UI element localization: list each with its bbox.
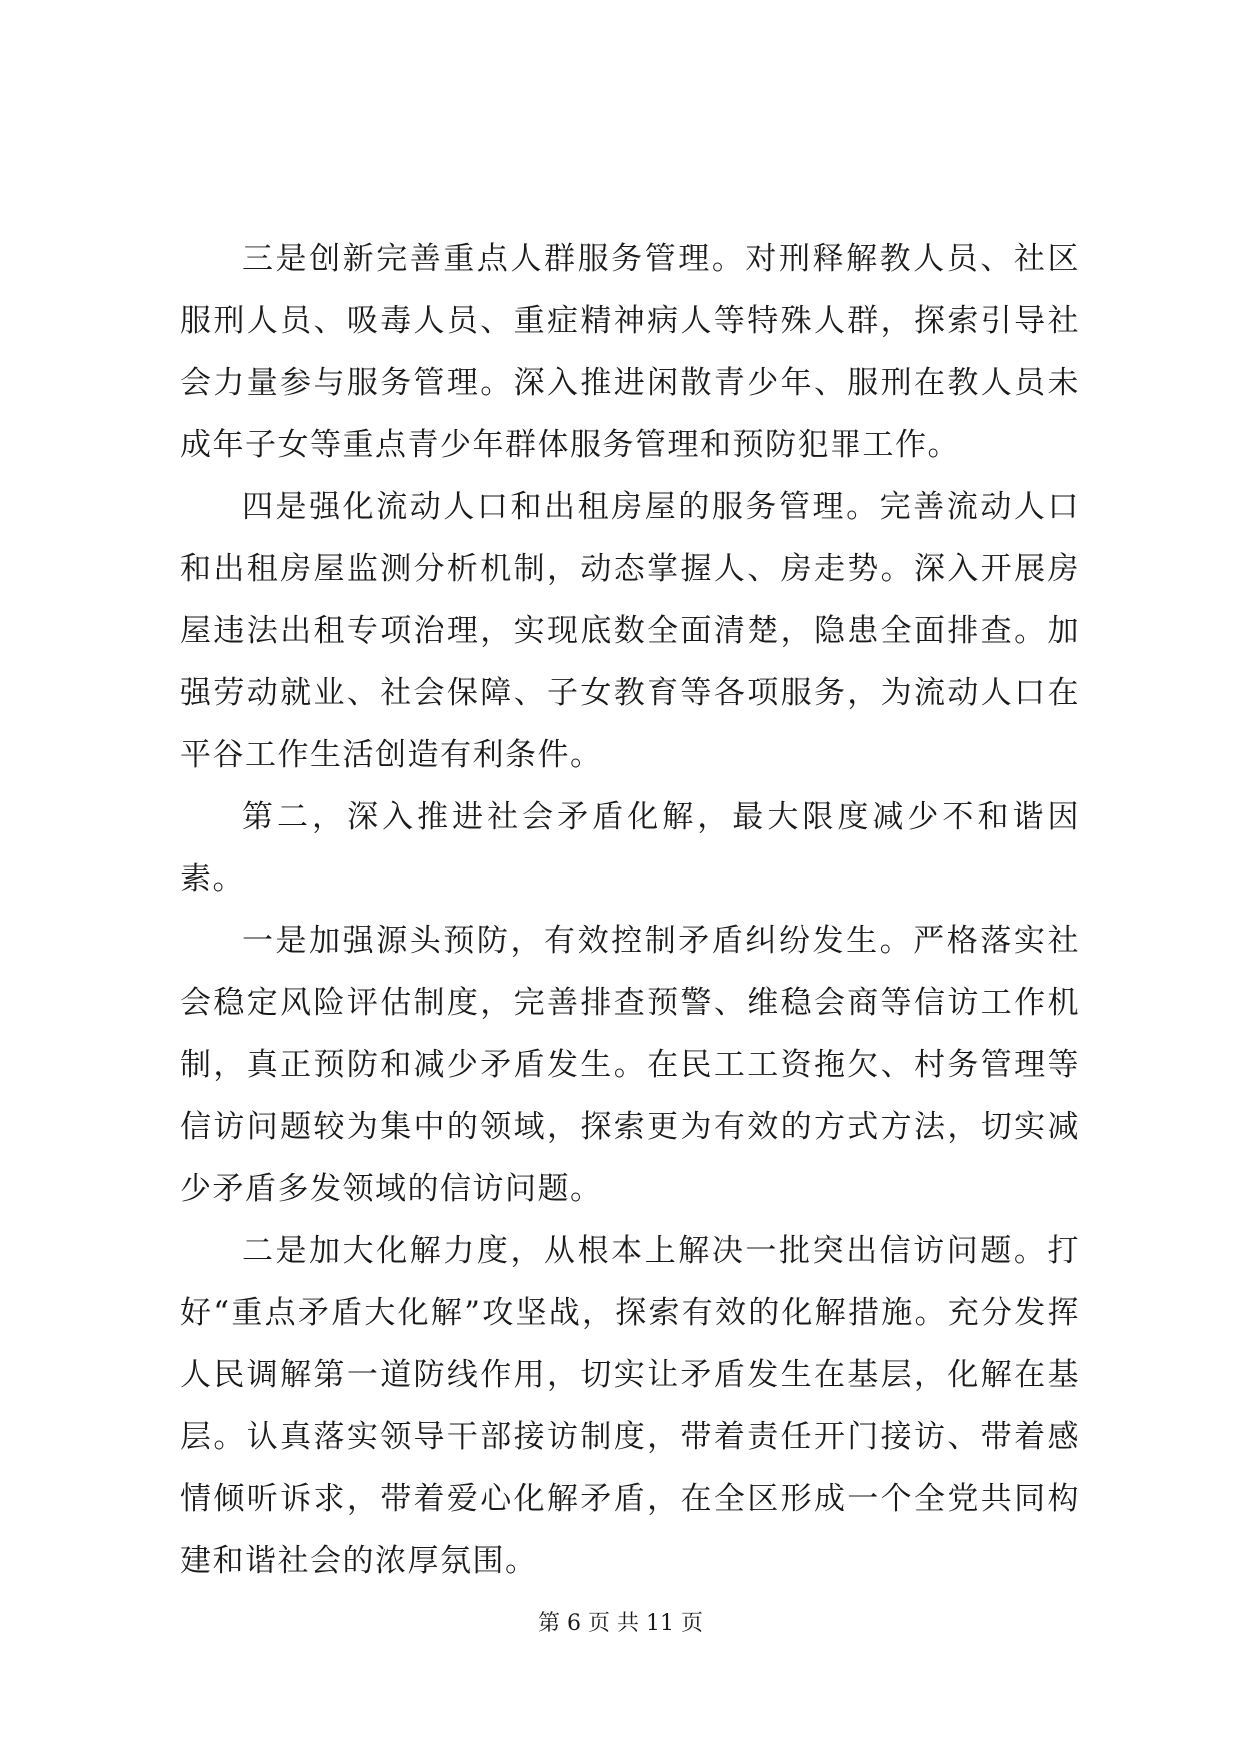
paragraph-floating-population: 四是强化流动人口和出租房屋的服务管理。完善流动人口和出租房屋监测分析机制，动态掌握人、房走势。深入开展房屋违法出租专项治理，实现底数全面清楚，隐患全面排查。加强劳动就业、社会保障、子女教育等各项服务，为流动人口在平谷工作生活创造有利条件。: [180, 489, 1080, 773]
paragraph-section-heading: 第二，深入推进社会矛盾化解，最大限度减少不和谐因素。: [180, 799, 1080, 897]
document-body: [180, 228, 1080, 1592]
page-number-footer: 第 6 页 共 11 页: [538, 1611, 703, 1636]
paragraph-resolution-efforts: 二是加大化解力度，从根本上解决一批突出信访问题。打好“重点矛盾大化解”攻坚战，探索有效的化解措施。充分发挥人民调解第一道防线作用，切实让矛盾发生在基层，化解在基层。认真落实领导干部接访制度，带着责任开门接访、带着感情倾听诉求，带着爱心化解矛盾，在全区形成一个全党共同构建和谐社会的浓厚氛围。: [180, 1233, 1080, 1579]
paragraph-key-groups: 三是创新完善重点人群服务管理。对刑释解教人员、社区服刑人员、吸毒人员、重症精神病人等特殊人群，探索引导社会力量参与服务管理。深入推进闲散青少年、服刑在教人员未成年子女等重点青少年群体服务管理和预防犯罪工作。: [180, 241, 1080, 463]
paragraph-source-prevention: 一是加强源头预防，有效控制矛盾纠纷发生。严格落实社会稳定风险评估制度，完善排查预警、维稳会商等信访工作机制，真正预防和减少矛盾发生。在民工工资拖欠、村务管理等信访问题较为集中的领域，探索更为有效的方式方法，切实减少矛盾多发领域的信访问题。: [180, 923, 1080, 1207]
